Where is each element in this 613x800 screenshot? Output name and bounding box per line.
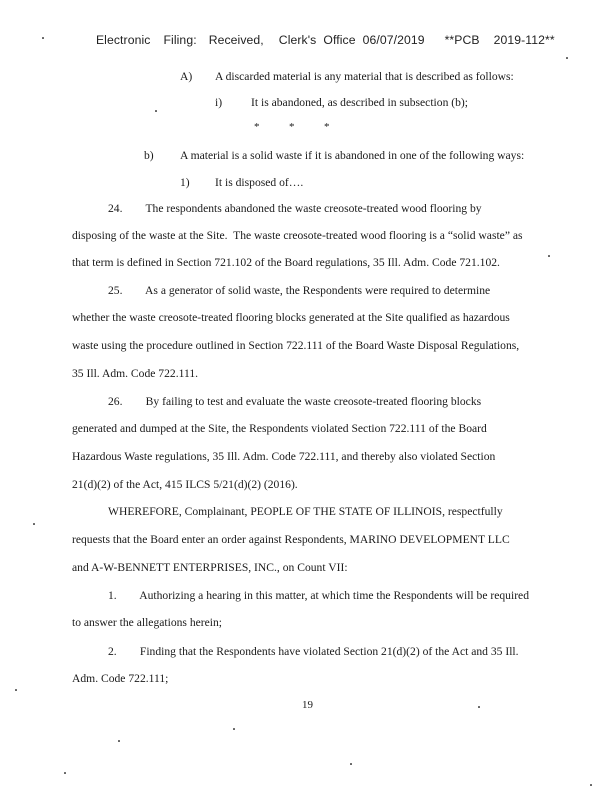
relief-item-1-line: to answer the allegations herein; — [72, 616, 223, 629]
header-word: Electronic — [95, 33, 151, 47]
relief-item-1-line: 1. Authorizing a hearing in this matter, at which time the Respondents will be required — [108, 589, 530, 602]
paragraph-26-line: Hazardous Waste regulations, 35 Ill. Adm. Code 722.111, and thereby also violated Section — [72, 450, 496, 463]
subsection-text: A material is a solid waste if it is abandoned in one of the following ways: — [180, 149, 525, 162]
scan-speck — [590, 784, 592, 786]
scan-speck — [15, 689, 17, 691]
paragraph-26-line: generated and dumped at the Site, the Respondents violated Section 722.111 of the Board — [72, 422, 487, 435]
subsection-label: 1) — [180, 176, 190, 189]
scan-speck — [233, 728, 235, 730]
scan-speck — [155, 110, 157, 112]
paragraph-24-line: disposing of the waste at the Site. The waste creosote-treated wood flooring is a “solid waste” as — [72, 229, 523, 242]
paragraph-25-line: waste using the procedure outlined in Section 722.111 of the Board Waste Disposal Regulations, — [72, 339, 520, 352]
header-word: **PCB — [444, 33, 480, 47]
relief-item-2-line: 2. Finding that the Respondents have violated Section 21(d)(2) of the Act and 35 Ill. — [108, 645, 519, 658]
header-word: Received, — [208, 33, 264, 47]
subsection-text: A discarded material is any material that is described as follows: — [215, 70, 514, 83]
ellipsis-star: * — [324, 121, 330, 133]
subsection-label: A) — [180, 70, 193, 83]
scan-speck — [118, 740, 120, 742]
paragraph-25-line: 35 Ill. Adm. Code 722.111. — [72, 367, 199, 380]
header-word: Clerk's — [278, 33, 317, 47]
subsection-label: i) — [215, 96, 223, 109]
wherefore-line: and A-W-BENNETT ENTERPRISES, INC., on Count VII: — [72, 561, 348, 574]
scan-speck — [42, 37, 44, 39]
subsection-label: b) — [144, 149, 154, 162]
header-word: Office — [323, 33, 356, 47]
relief-item-2-line: Adm. Code 722.111; — [72, 672, 169, 685]
scan-speck — [548, 255, 550, 257]
filing-stamp-header — [82, 19, 555, 61]
paragraph-26-line: 21(d)(2) of the Act, 415 ILCS 5/21(d)(2) (2016). — [72, 478, 298, 491]
scan-speck — [64, 772, 66, 774]
ellipsis-star: * — [254, 121, 260, 133]
wherefore-line: requests that the Board enter an order against Respondents, MARINO DEVELOPMENT LLC — [72, 533, 510, 546]
scan-speck — [350, 763, 352, 765]
ellipsis-star: * — [289, 121, 295, 133]
subsection-text: It is disposed of…. — [215, 176, 304, 189]
scan-speck — [33, 523, 35, 525]
subsection-text: It is abandoned, as described in subsection (b); — [251, 96, 469, 109]
page-number: 19 — [302, 699, 313, 711]
scan-speck — [478, 706, 480, 708]
paragraph-24-line: that term is defined in Section 721.102 of the Board regulations, 35 Ill. Adm. Code 721.102. — [72, 256, 500, 269]
paragraph-26-line: 26. By failing to test and evaluate the waste creosote-treated flooring blocks — [108, 395, 482, 408]
header-word: 06/07/2019 — [362, 33, 425, 47]
paragraph-25-line: 25. As a generator of solid waste, the Respondents were required to determine — [108, 284, 491, 297]
paragraph-25-line: whether the waste creosote-treated flooring blocks generated at the Site qualified as hazardous — [72, 311, 510, 324]
wherefore-line: WHEREFORE, Complainant, PEOPLE OF THE STATE OF ILLINOIS, respectfully — [108, 505, 503, 518]
scan-speck — [566, 57, 568, 59]
header-word: Filing: — [163, 33, 197, 47]
paragraph-24-line: 24. The respondents abandoned the waste creosote-treated wood flooring by — [108, 202, 482, 215]
header-word: 2019-112** — [493, 33, 555, 47]
